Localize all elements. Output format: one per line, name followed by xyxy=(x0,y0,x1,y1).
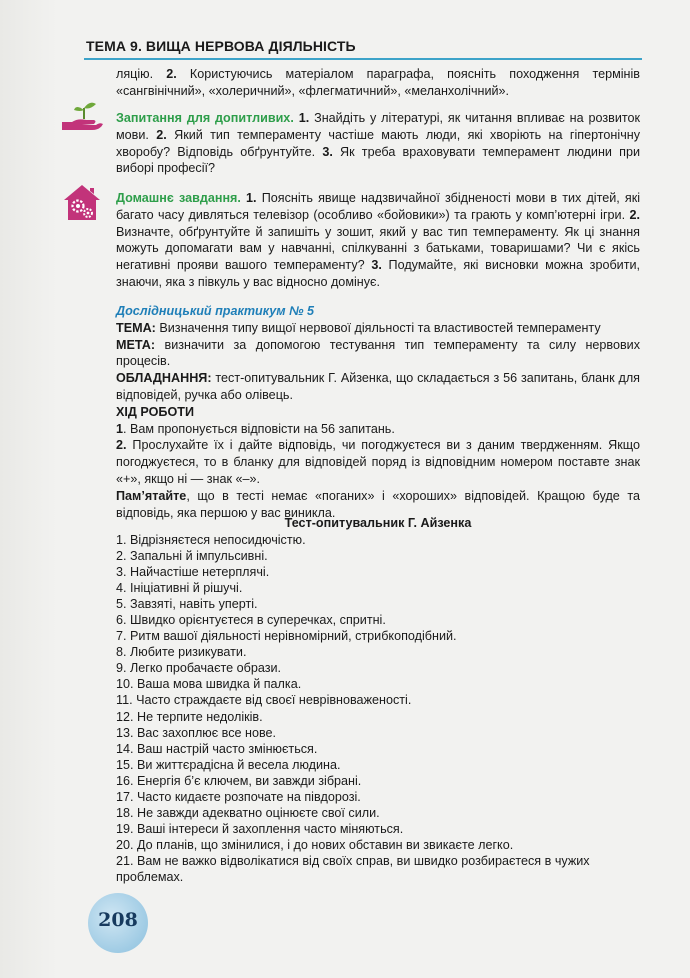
homework-n2: 2. xyxy=(629,207,640,222)
homework-t2: Визначте, обґрунтуйте й запишіть у зошит, який у вас тип темпераменту. Як ці знання можуть допомагати вам у навчанні, спілкуванні з батьками, товаришами? Чи є якісь негативні прояви вашого темпераменту? xyxy=(116,224,640,273)
curious-t1: Знайдіть у літературі, як читання впливає на розвиток мови. xyxy=(116,111,641,142)
homework-paragraph xyxy=(116,190,640,291)
tema-label: ТЕМА: xyxy=(116,320,156,335)
curious-t2: Який тип темпераменту частіше мають люди, які хворіють на гіпертонічну хворобу? Відповідь обґрунтуйте. xyxy=(116,127,641,159)
test-question-item: 1. Відрізняєтеся непосидючістю. xyxy=(116,533,306,547)
test-question-item: 12. Не терпите недоліків. xyxy=(116,709,263,724)
test-question-item: 5. Завзяті, навіть уперті. xyxy=(116,597,258,612)
homework-n1: 1. xyxy=(246,191,257,205)
test-question-item: 7. Ритм вашої діяльності нерівномірний, стрибкоподібний. xyxy=(116,629,457,644)
practicum-meta xyxy=(116,337,640,371)
practicum-block xyxy=(116,303,640,521)
equip-text: тест-опитувальник Г. Айзенка, що складається з 56 запитань, бланк для відповідей, ручка або олівець. xyxy=(116,371,640,402)
curious-n2: 2. xyxy=(156,127,167,142)
homework-label: Домашнє завдання. xyxy=(116,191,241,205)
test-question-item: 8. Любите ризикувати. xyxy=(116,645,247,660)
homework-t1: Поясніть явище надзвичайної збідненості мови в тих дітей, які багато часу дивляться телевізор (особливо «бойовики») та грають у комп’ютерні ігри. xyxy=(116,191,641,222)
homework-n3: 3. xyxy=(371,258,382,273)
practicum-tema xyxy=(116,320,640,337)
procedure-step-1 xyxy=(116,421,640,438)
test-question-item: 2. Запальні й імпульсивні. xyxy=(116,549,268,564)
intro-paragraph xyxy=(116,66,640,100)
test-question-item: 17. Часто кидаєте розпочате на півдорозі. xyxy=(116,789,361,804)
tema-text: Визначення типу вищої нервової діяльності та властивостей темпераменту xyxy=(155,320,601,335)
page-number: 208 xyxy=(98,909,138,931)
practicum-equipment xyxy=(116,370,640,404)
house-with-gears-icon xyxy=(60,182,104,227)
remember-label: Пам’ятайте xyxy=(116,488,187,503)
curious-t3: Як треба враховувати темперамент людини при виборі професії? xyxy=(116,144,641,176)
test-question-item: 11. Часто страждаєте від своєї неврівноваженості. xyxy=(116,693,412,708)
intro-number: 2. xyxy=(166,67,177,81)
step2-number: 2. xyxy=(116,438,127,453)
test-question-item: 4. Ініціативні й рішучі. xyxy=(116,581,243,596)
test-question-item: 16. Енергія б’є ключем, ви завжди зібрані. xyxy=(116,773,362,788)
test-question-item: 3. Найчастіше нетерплячі. xyxy=(116,565,270,580)
test-question-item: 20. До планів, що змінилися, і до нових обставин ви звикаєте легко. xyxy=(116,837,514,852)
test-question-item: 10. Ваша мова швидка й палка. xyxy=(116,677,302,692)
procedure-heading: ХІД РОБОТИ xyxy=(116,404,194,419)
step2-text: Прослухайте їх і дайте відповідь, чи погоджуєтеся ви з даним твердженням. Якщо погоджуєтеся, то в бланку для відповідей поряд із відповідним номером поставте знак «+», якщо ні — знак «–». xyxy=(116,438,640,486)
test-question-item: 15. Ви життєрадісна й весела людина. xyxy=(116,757,341,772)
test-question-item: 9. Легко пробачаєте образи. xyxy=(116,661,282,676)
curious-n3: 3. xyxy=(322,144,333,159)
procedure-step-2 xyxy=(116,437,640,487)
meta-text: визначити за допомогою тестування тип темпераменту та силу нервових процесів. xyxy=(116,337,640,369)
test-question-item: 6. Швидко орієнтуєтеся в суперечках, спритні. xyxy=(116,613,386,628)
homework-t3: Подумайте, які висновки можна зробити, знаючи, яка з півкуль у вас відносно домінує. xyxy=(116,258,640,289)
curious-questions xyxy=(116,110,640,177)
curious-n1: 1. xyxy=(298,111,310,125)
test-question-item: 14. Ваш настрій часто змінюється. xyxy=(116,741,318,756)
practicum-title: Дослідницький практикум № 5 xyxy=(116,304,315,318)
test-question-list xyxy=(116,532,640,885)
meta-label: МЕТА: xyxy=(116,337,156,352)
remember-text: , що в тесті немає «поганих» і «хороших» відповідей. Кращою буде та відповідь, яка першою у вас виникла. xyxy=(116,488,640,520)
hand-with-sprout-icon xyxy=(60,100,104,137)
test-question-item: 21. Вам не важко відволікатися від своїх справ, ви швидко розбираєтеся в чужих проблемах. xyxy=(116,853,590,884)
test-question-item: 19. Ваші інтереси й захоплення часто міняються. xyxy=(116,821,404,836)
page-margin-shadow xyxy=(0,0,58,978)
test-title: Тест-опитувальник Г. Айзенка xyxy=(284,516,472,530)
intro-text: Користуючись матеріалом параграфа, поясніть походження термінів «сангвінічний», «холеричний», «флегматичний», «меланхолічний». xyxy=(116,67,640,98)
step1-number: 1 xyxy=(116,421,124,436)
test-question-item: 13. Вас захоплює все нове. xyxy=(116,725,277,740)
page-header-title: ТЕМА 9. ВИЩА НЕРВОВА ДІЯЛЬНІСТЬ xyxy=(86,38,356,54)
intro-text-start: ляцію. xyxy=(116,67,167,81)
header-rule xyxy=(84,58,642,60)
test-question-item: 18. Не завжди адекватно оцінюєте свої сили. xyxy=(116,805,380,820)
curious-label: Запитання для допитливих. xyxy=(116,111,294,125)
equip-label: ОБЛАДНАННЯ: xyxy=(116,371,212,386)
step1-text: . Вам пропонується відповісти на 56 запитань. xyxy=(123,421,395,436)
